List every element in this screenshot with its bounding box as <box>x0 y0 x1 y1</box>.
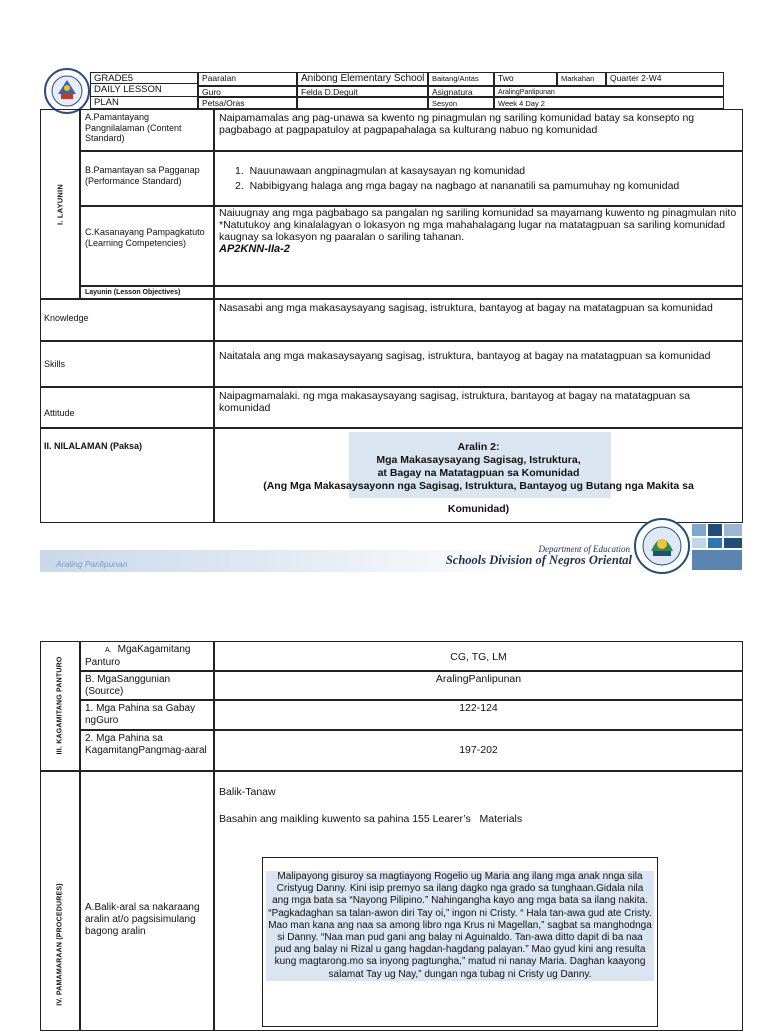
deped-seal-logo <box>44 68 90 114</box>
grade-level-label: Baitang/Antas <box>428 72 494 86</box>
competency-text-2: *Natutukoy ang kinalalagyan o lokasyon ng mga mahahalagang lugar na matatagpuan sa sariling komunidad kaugnay sa lokasyon ng paaralan o sariling tahanan. <box>219 219 726 243</box>
header-doc-type-1: DAILY LESSON <box>90 84 198 96</box>
materials-b-label: B. MgaSanggunian (Source) <box>80 671 214 700</box>
materials-a-value: CG, TG, LM <box>214 641 743 671</box>
competency-text-1: Naiuugnay ang mga pagbabago sa pangalan ng sariling komunidad sa mayamang kuwento ng pinagmulan nito <box>219 207 737 219</box>
lesson-objectives-label: Layunin (Lesson Objectives) <box>80 286 214 299</box>
footer-division: Schools Division of Negros Oriental <box>445 553 632 567</box>
materials-c-value: 122-124 <box>214 700 743 730</box>
content-label: II. NILALAMAN (Paksa) <box>40 428 214 523</box>
materials-a-text: MgaKagamitang Panturo <box>85 644 191 668</box>
competency-cell <box>214 206 743 286</box>
header-grade: GRADE5 <box>90 72 198 84</box>
knowledge-text: Nasasabi ang mga makasaysayang sagisag, istruktura, bantayog at bagay na matatagpuan sa komunidad <box>214 299 743 341</box>
performance-standard-label: B.Pamantayan sa Pagganap (Performance Standard) <box>80 151 214 206</box>
session-value: Week 4 Day 2 <box>494 97 724 109</box>
lesson-number: Aralin 2: <box>457 441 500 453</box>
footer-decor-blocks <box>690 524 744 572</box>
competency-label: C.Kasanayang Pampagkatuto (Learning Competencies) <box>80 206 214 286</box>
footer-left-text: Araling Panlipunan <box>56 559 128 569</box>
performance-standard-cell <box>214 151 743 206</box>
quarter-label: Markahan <box>557 72 606 86</box>
materials-c-label: 1. Mga Pahina sa Gabay ngGuro <box>80 700 214 730</box>
content-title-block <box>214 441 743 516</box>
footer-dept: Department of Education <box>538 544 630 554</box>
knowledge-label: Knowledge <box>40 299 214 341</box>
school-label: Paaralan <box>198 72 297 86</box>
materials-a-letter: A. <box>105 647 112 654</box>
procedures-section-label: IV. PAMAMARAAN (PROCEDURES) <box>56 883 64 1006</box>
lesson-title-cebuano-2: Komunidad) <box>447 503 510 515</box>
lesson-objectives-empty <box>214 286 743 299</box>
skills-label: Skills <box>40 341 214 387</box>
procedures-a-label: A.Balik-aral sa nakaraang aralin at/o pagsisimulang bagong aralin <box>80 771 214 1031</box>
performance-item-2: 2. Nabibigyang halaga ang mga bagay na nagbago at nananatili sa pamumuhay ng komunidad <box>235 180 680 192</box>
school-value: Anibong Elementary School <box>297 72 428 86</box>
content-standard-text: Naipamamalas ang pag-unawa sa kwento ng pinagmulan ng sariling komunidad batay sa konsepto ng pagbabago at pagpapatuloy at pagpapahalaga sa kulturang nabuo ng komunidad <box>214 109 743 151</box>
date-label: Petsa/Oras <box>198 97 297 109</box>
date-value <box>297 97 428 109</box>
lesson-title-cebuano: (Ang Mga Makasaysayonn nga Sagisag, Istruktura, Bantayog ug Butang nga Makita sa <box>263 480 694 492</box>
attitude-text: Naipagmamalaki. ng mga makasaysayang sagisag, istruktura, bantayog at bagay na matatagpuan sa komunidad <box>214 387 743 428</box>
materials-d-value: 197-202 <box>214 730 743 771</box>
teacher-value: Felda D.Deguit <box>297 86 428 97</box>
skills-text: Naitatala ang mga makasaysayang sagisag, istruktura, bantayog at bagay na matatagpuan sa komunidad <box>214 341 743 387</box>
procedures-instruction: Basahin ang maikling kuwento sa pahina 155 Learer’s Materials <box>219 813 523 825</box>
competency-code: AP2KNN-IIa-2 <box>219 243 290 255</box>
procedures-heading: Balik-Tanaw <box>219 786 276 798</box>
materials-b-value: AralingPanlipunan <box>214 671 743 700</box>
header-doc-type-2: PLAN <box>90 96 198 109</box>
division-seal-logo <box>633 517 691 575</box>
materials-section-label: III. KAGAMITANG PANTURO <box>56 656 64 755</box>
quarter-value: Quarter 2-W4 <box>606 72 724 86</box>
materials-d-label: 2. Mga Pahina sa KagamitangPangmag-aaral <box>80 730 214 771</box>
content-standard-label: A.Pamantayang Pangnilalaman (Content Standard) <box>80 109 214 151</box>
session-label: Sesyon <box>428 97 494 109</box>
performance-item-1: 1. Nauunawaan angpinagmulan at kasaysayan ng komunidad <box>235 165 526 177</box>
teacher-label: Guro <box>198 86 297 97</box>
objectives-section-label: I. LAYUNIN <box>55 184 65 225</box>
grade-level-value: Two <box>494 72 557 86</box>
story-text: Malipayong gisuroy sa magtiayong Rogelio ug Maria ang ilang mga anak nnga sila Cristyug Danny. Kini isip premyo sa ilang dagko nga grado sa tunghaan.Gidala nila ang mga bata sa “Nayong Pilipino.” Nahingangha kayo ang mga bata sa ilang nakita. “Pagkadaghan sa talan-awon diri Tay oi,” ingon ni Cristy. “ Hala tan-awa gud ate Cristy. Mao man kana ang naa sa among libro nga Krus ni Magellan,” sagbat sa manghodnga si Danny. “Naa man pud gani ang balay ni Aguinaldo. Tan-awa ditto dapit di ba naa pud ang balay ni Rizal u gang hagdan-hagdang palayan.” Mao gyud kini ang resulta kung magtarong.mo sa inyong pagtungha,” matud ni nanay Maria. Daghan kaayong salamat Tay ug Nay,” dungan nga tubag ni Cristy ug Danny. <box>266 871 654 981</box>
attitude-label: Attitude <box>40 387 214 428</box>
subject-value: AralingPanlipunan <box>494 86 724 97</box>
lesson-title-2: at Bagay na Matatagpuan sa Komunidad <box>377 467 580 479</box>
lesson-title-1: Mga Makasaysayang Sagisag, Istruktura, <box>376 454 581 466</box>
subject-label: Asignatura <box>428 86 494 97</box>
materials-a-label <box>80 641 214 671</box>
